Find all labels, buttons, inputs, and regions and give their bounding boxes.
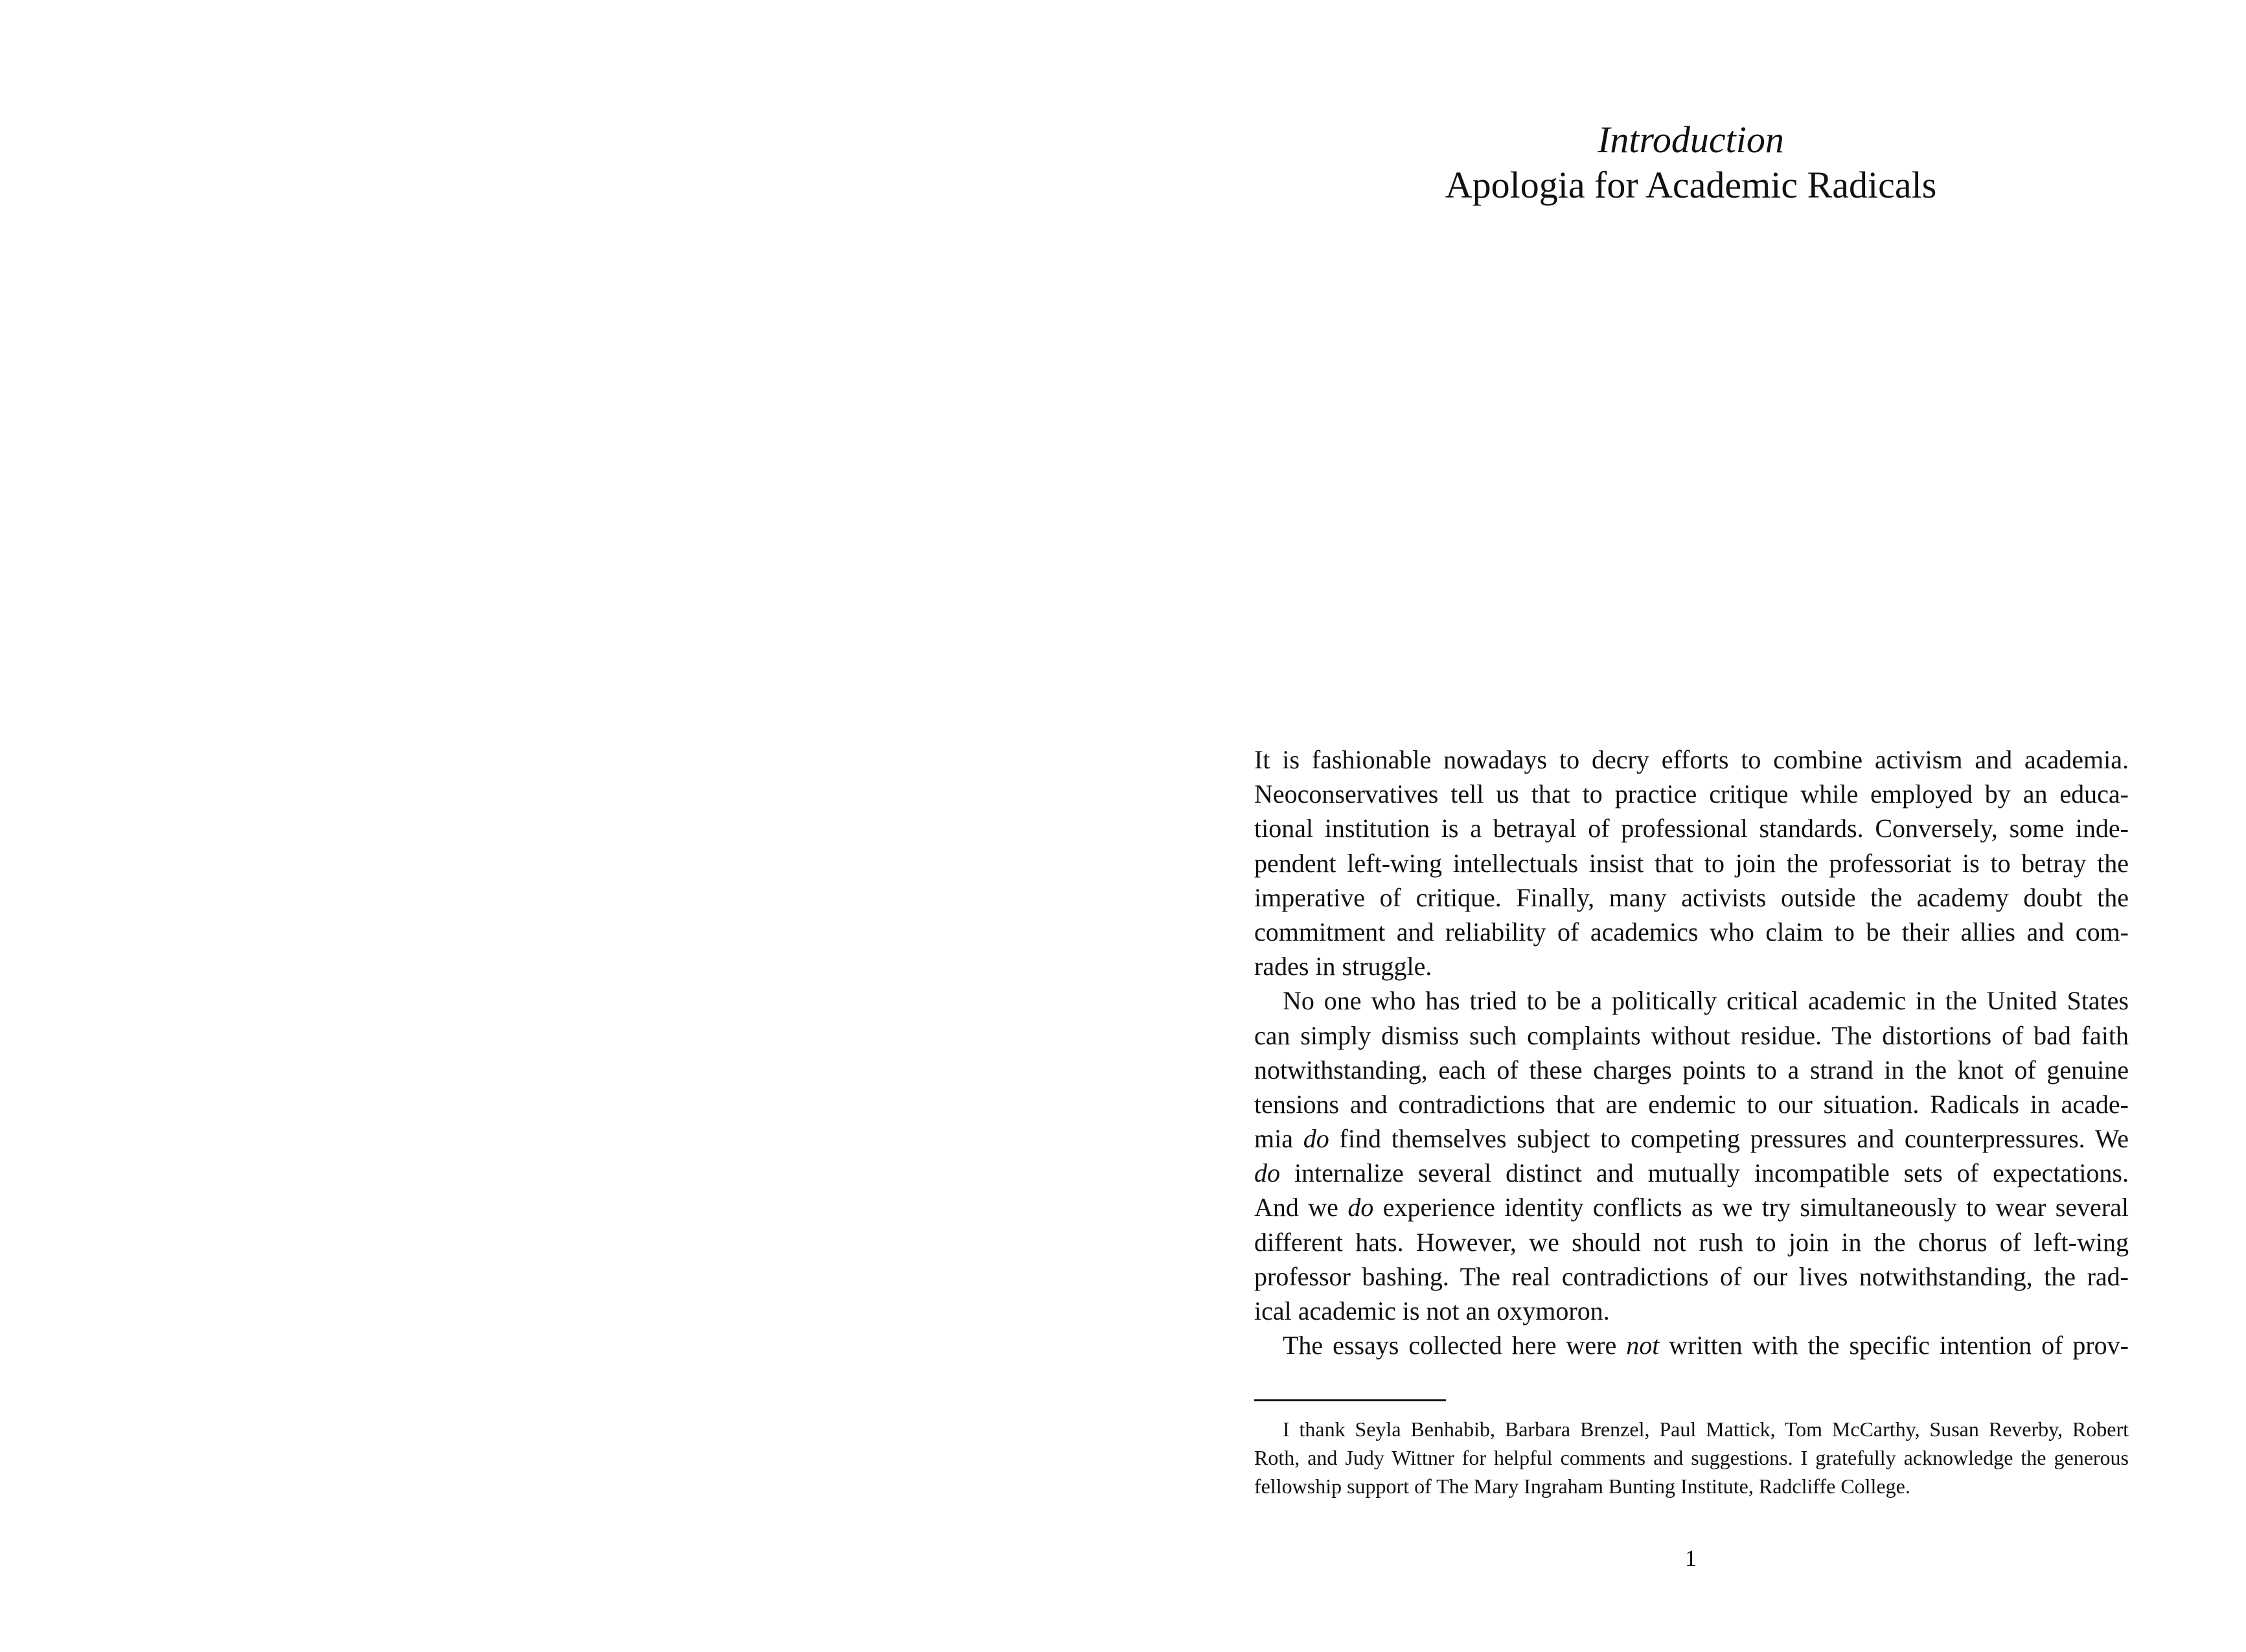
text-line: It is fashionable nowadays to decry efforts to combine activism and academia. bbox=[1254, 745, 2129, 774]
text-run: written with the specific intention of prov- bbox=[1659, 1331, 2129, 1360]
text-run: internalize several distinct and mutually incompatible sets of expectations. bbox=[1280, 1158, 2129, 1188]
footnote-line: I thank Seyla Benhabib, Barbara Brenzel, Paul Mattick, Tom McCarthy, Susan Reverby, Robert bbox=[1283, 1417, 2129, 1441]
footnote bbox=[1254, 1415, 2129, 1500]
text-run: experience identity conflicts as we try simultaneously to wear several bbox=[1373, 1193, 2129, 1222]
text-line: professor bashing. The real contradictions of our lives notwithstanding, the rad- bbox=[1254, 1261, 2129, 1291]
text-line: different hats. However, we should not rush to join in the chorus of left-wing bbox=[1254, 1227, 2129, 1257]
text-run: find themselves subject to competing pressures and counterpressures. We bbox=[1329, 1124, 2129, 1154]
emphasis: not bbox=[1626, 1331, 1660, 1360]
text-line: Neoconservatives tell us that to practice critique while employed by an educa- bbox=[1254, 779, 2129, 809]
text-line: notwithstanding, each of these charges points to a strand in the knot of genuine bbox=[1254, 1055, 2129, 1084]
text-run: The essays collected here were bbox=[1283, 1331, 1627, 1360]
text-run: And we bbox=[1254, 1193, 1348, 1222]
text-line: can simply dismiss such complaints without residue. The distortions of bad faith bbox=[1254, 1020, 2129, 1050]
text-line: ical academic is not an oxymoron. bbox=[1254, 1296, 1610, 1325]
chapter-label: Introduction bbox=[1598, 119, 1784, 161]
emphasis: do bbox=[1347, 1193, 1374, 1222]
text-run: mia bbox=[1254, 1124, 1303, 1154]
text-line: rades in struggle. bbox=[1254, 952, 1432, 981]
text-line: tensions and contradictions that are endemic to our situation. Radicals in acade- bbox=[1254, 1089, 2129, 1119]
chapter-title: Apologia for Academic Radicals bbox=[1445, 164, 1937, 206]
text-line bbox=[1254, 1190, 2129, 1224]
footnote-line: fellowship support of The Mary Ingraham Bunting Institute, Radcliffe College. bbox=[1254, 1474, 1910, 1498]
footnote-line: Roth, and Judy Wittner for helpful comments and suggestions. I gratefully acknowledge the generous bbox=[1254, 1446, 2129, 1469]
text-line bbox=[1254, 1328, 2129, 1362]
page-number: 1 bbox=[1685, 1545, 1697, 1571]
text-line: pendent left-wing intellectuals insist that to join the professoriat is to betray the bbox=[1254, 848, 2129, 878]
emphasis: do bbox=[1303, 1124, 1329, 1154]
text-line: No one who has tried to be a politically critical academic in the United States bbox=[1283, 986, 2129, 1016]
text-line bbox=[1254, 1156, 2129, 1190]
text-line bbox=[1254, 1121, 2129, 1156]
text-line: commitment and reliability of academics who claim to be their allies and com- bbox=[1254, 917, 2129, 946]
footnote-rule bbox=[1254, 1399, 1446, 1401]
body-text bbox=[1254, 742, 2129, 1362]
text-line: tional institution is a betrayal of professional standards. Conversely, some inde- bbox=[1254, 814, 2129, 843]
emphasis: do bbox=[1254, 1158, 1280, 1188]
text-line: imperative of critique. Finally, many activists outside the academy doubt the bbox=[1254, 882, 2129, 912]
